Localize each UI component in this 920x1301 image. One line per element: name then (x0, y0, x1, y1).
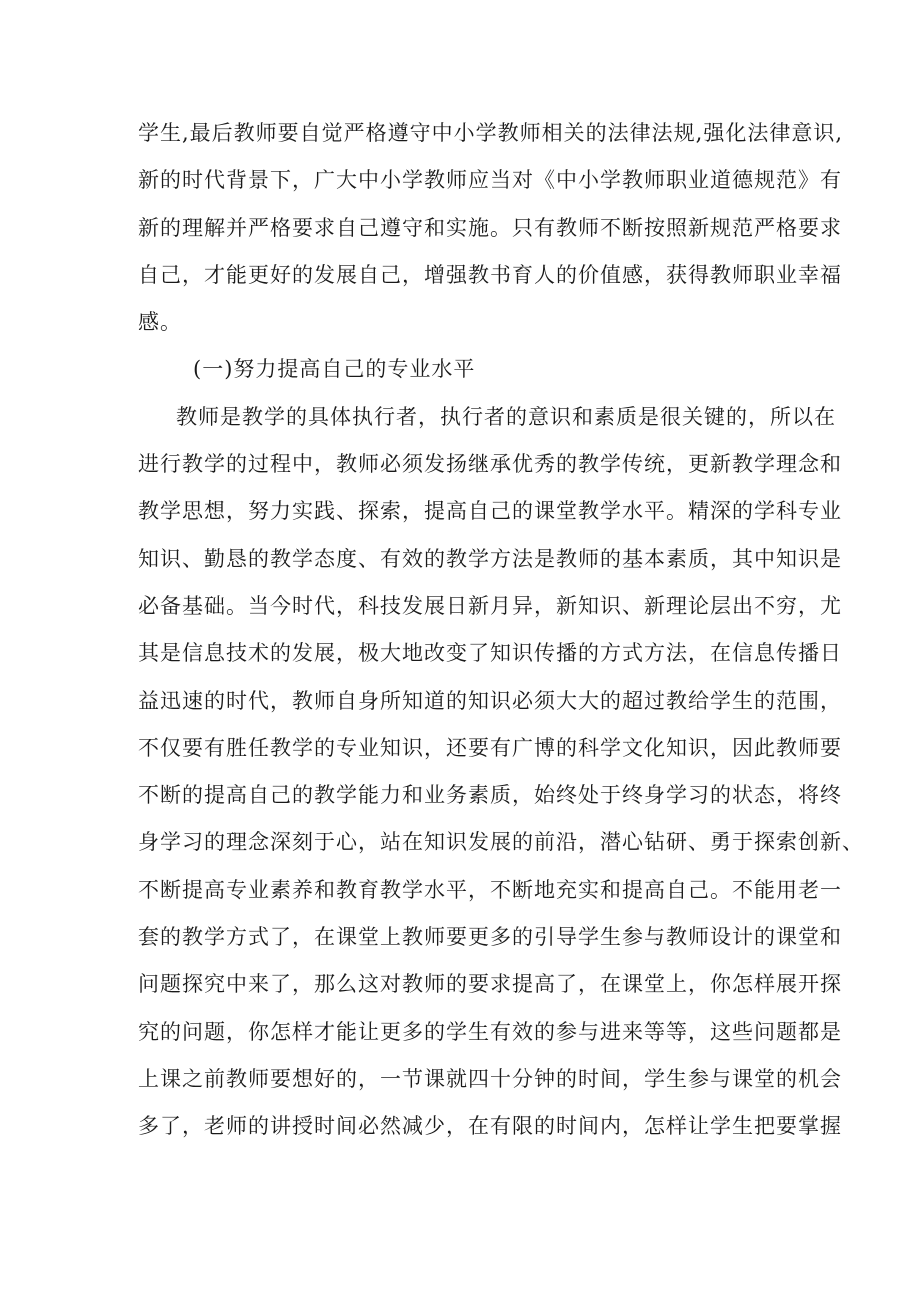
section-heading: (一)努力提高自己的专业水平 (193, 357, 476, 382)
text-line: 知识、勤恳的教学态度、有效的教学方法是教师的基本素质，其中知识是 (138, 546, 842, 571)
text-line: 多了，老师的讲授时间必然减少，在有限的时间内，怎样让学生把要掌握 (138, 1114, 842, 1139)
text-line: 必备基础。当今时代，科技发展日新月异，新知识、新理论层出不穷，尤 (138, 593, 842, 618)
text-line: 自己，才能更好的发展自己，增强教书育人的价值感，获得教师职业幸福 (138, 262, 842, 287)
paragraph-first-line: 教师是教学的具体执行者，执行者的意识和素质是很关键的，所以在 (176, 404, 836, 429)
text-line: 进行教学的过程中，教师必须发扬继承优秀的教学传统，更新教学理念和 (138, 452, 842, 477)
text-line: 感。 (138, 310, 182, 335)
text-line: 益迅速的时代，教师自身所知道的知识必须大大的超过教给学生的范围， (138, 688, 842, 713)
text-line: 不仅要有胜任教学的专业知识，还要有广博的科学文化知识，因此教师要 (138, 735, 842, 760)
text-line: 不断提高专业素养和教育教学水平，不断地充实和提高自己。不能用老一 (138, 877, 842, 902)
document-body (138, 110, 864, 1151)
text-line: 身学习的理念深刻于心，站在知识发展的前沿，潜心钻研、勇于探索创新、 (138, 830, 864, 855)
text-line: 究的问题，你怎样才能让更多的学生有效的参与进来等等，这些问题都是 (138, 1019, 842, 1044)
text-line: 学生,最后教师要自觉严格遵守中小学教师相关的法律法规,强化法律意识, (138, 121, 844, 145)
text-line: 新的理解并严格要求自己遵守和实施。只有教师不断按照新规范严格要求 (138, 215, 842, 240)
text-line: 教学思想，努力实践、探索，提高自己的课堂教学水平。精深的学科专业 (138, 499, 842, 524)
text-line: 不断的提高自己的教学能力和业务素质，始终处于终身学习的状态，将终 (138, 783, 842, 808)
text-line: 上课之前教师要想好的，一节课就四十分钟的时间，学生参与课堂的机会 (138, 1066, 842, 1091)
text-line: 套的教学方式了，在课堂上教师要更多的引导学生参与教师设计的课堂和 (138, 925, 842, 950)
text-line: 问题探究中来了，那么这对教师的要求提高了，在课堂上，你怎样展开探 (138, 972, 842, 997)
text-line: 新的时代背景下，广大中小学教师应当对《中小学教师职业道德规范》有 (138, 168, 842, 193)
text-line: 其是信息技术的发展，极大地改变了知识传播的方式方法，在信息传播日 (138, 641, 842, 666)
